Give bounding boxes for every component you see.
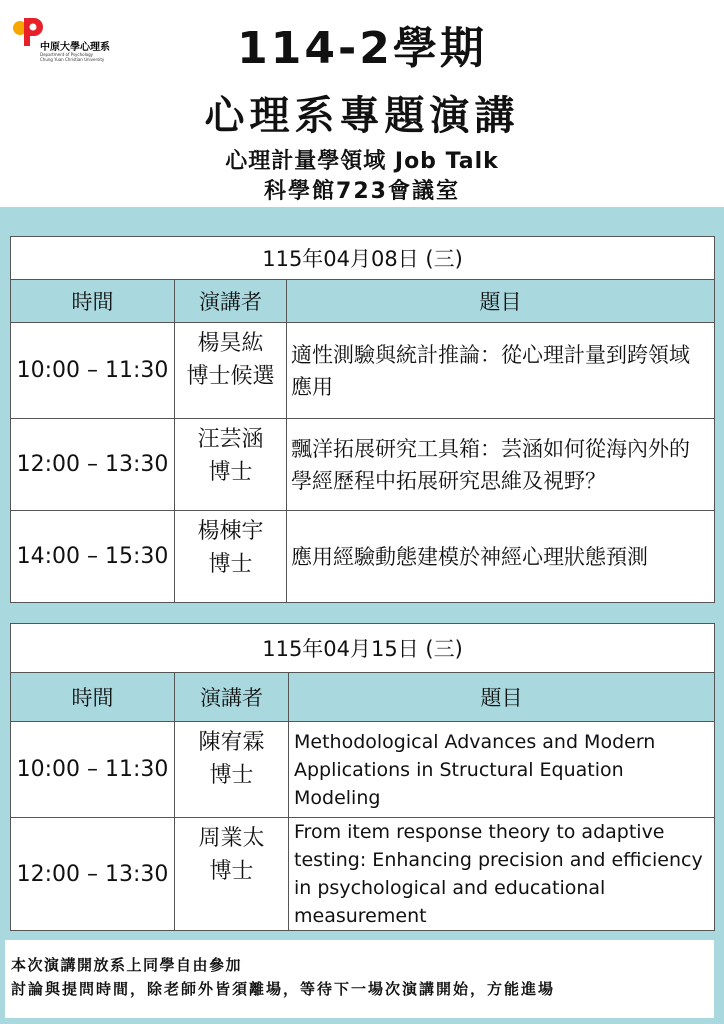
speaker-cell: 楊棟宇 博士 bbox=[175, 511, 287, 603]
time-cell: 10:00 – 11:30 bbox=[11, 323, 175, 419]
event-title: 心理系專題演講 bbox=[204, 93, 520, 139]
speaker-cell: 周業太 博士 bbox=[175, 818, 289, 931]
table-row bbox=[11, 511, 715, 603]
notice-box bbox=[5, 940, 714, 1018]
schedule-table-2 bbox=[10, 623, 715, 931]
table-header bbox=[11, 673, 715, 722]
header bbox=[0, 0, 724, 207]
header-speaker: 演講者 bbox=[175, 280, 287, 323]
logo-subtitle: Department of Psychology Chung Yuan Christian University bbox=[40, 52, 105, 62]
topic-cell: Methodological Advances and Modern Applications in Structural Equation Modeling bbox=[289, 722, 715, 818]
topic-cell: 適性測驗與統計推論：從心理計量到跨領域應用 bbox=[287, 323, 715, 419]
time-cell: 14:00 – 15:30 bbox=[11, 511, 175, 603]
header-speaker: 演講者 bbox=[175, 673, 289, 722]
notice-line-2: 討論與提問時間，除老師外皆須離場，等待下一場次演講開始，方能進場 bbox=[11, 980, 556, 998]
time-cell: 10:00 – 11:30 bbox=[11, 722, 175, 818]
header-topic: 題目 bbox=[287, 280, 715, 323]
table-row bbox=[11, 722, 715, 818]
time-cell: 12:00 – 13:30 bbox=[11, 818, 175, 931]
event-location: 科學館723會議室 bbox=[264, 179, 460, 204]
notice-line-1: 本次演講開放系上同學自由參加 bbox=[11, 956, 243, 974]
schedule-table-1 bbox=[10, 236, 715, 603]
speaker-cell: 汪芸涵 博士 bbox=[175, 419, 287, 511]
topic-cell: 應用經驗動態建模於神經心理狀態預測 bbox=[287, 511, 715, 603]
speaker-cell: 楊昊紘 博士候選 bbox=[175, 323, 287, 419]
table-row bbox=[11, 323, 715, 419]
topic-cell: 飄洋拓展研究工具箱：芸涵如何從海內外的學經歷程中拓展研究思維及視野？ bbox=[287, 419, 715, 511]
table-row bbox=[11, 818, 715, 931]
semester-title: 114-2學期 bbox=[237, 23, 487, 74]
header-time: 時間 bbox=[11, 280, 175, 323]
table-header bbox=[11, 280, 715, 323]
topic-cell: From item response theory to adaptive testing: Enhancing precision and efficiency in psychological and educational measurement bbox=[289, 818, 715, 931]
header-time: 時間 bbox=[11, 673, 175, 722]
table-row bbox=[11, 419, 715, 511]
event-subtitle: 心理計量學領域 Job Talk bbox=[225, 149, 499, 174]
session-date: 115年04月15日 (三) bbox=[11, 624, 715, 673]
header-topic: 題目 bbox=[289, 673, 715, 722]
speaker-cell: 陳宥霖 博士 bbox=[175, 722, 289, 818]
time-cell: 12:00 – 13:30 bbox=[11, 419, 175, 511]
session-date: 115年04月08日 (三) bbox=[11, 237, 715, 280]
logo-name: 中原大學心理系 bbox=[40, 42, 110, 53]
